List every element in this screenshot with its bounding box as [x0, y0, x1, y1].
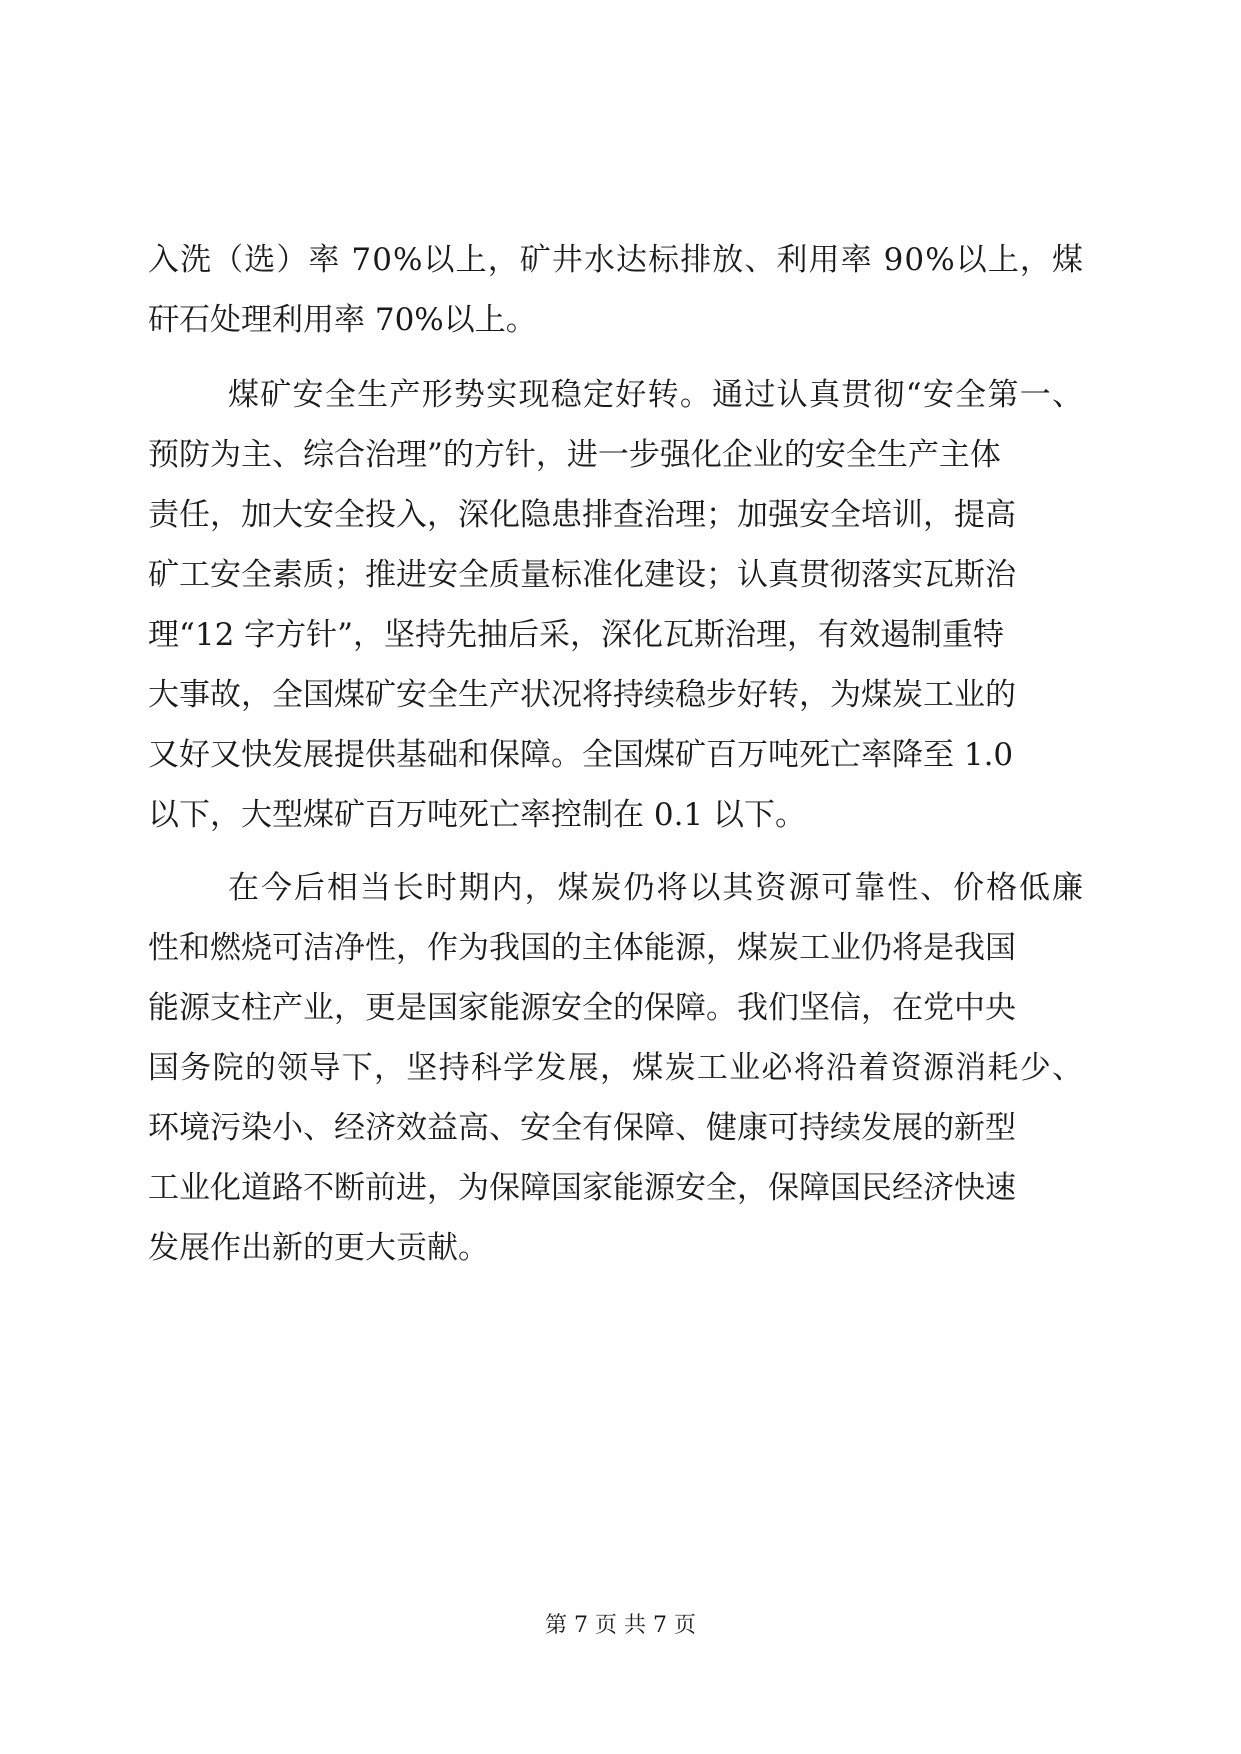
paragraph-3-line-4: 国务院的领导下，坚持科学发展，煤炭工业必将沿着资源消耗少、 — [148, 1050, 1085, 1086]
paragraph-2-line-8: 以下，大型煤矿百万吨死亡率控制在 0.1 以下。 — [148, 797, 807, 833]
paragraph-2-line-2: 预防为主、综合治理”的方针，进一步强化企业的安全生产主体 — [148, 437, 1001, 473]
paragraph-2-line-1: 煤矿安全生产形势实现稳定好转。通过认真贯彻“安全第一、 — [228, 377, 1085, 413]
paragraph-3-line-7: 发展作出新的更大贡献。 — [148, 1230, 489, 1266]
paragraph-1-line-2: 矸石处理利用率 70%以上。 — [148, 302, 537, 338]
paragraph-3-line-3: 能源支柱产业，更是国家能源安全的保障。我们坚信，在党中央 — [148, 990, 1016, 1026]
paragraph-2-line-6: 大事故，全国煤矿安全生产状况将持续稳步好转，为煤炭工业的 — [148, 677, 1016, 713]
paragraph-2-line-3: 责任，加大安全投入，深化隐患排查治理；加强安全培训，提高 — [148, 497, 1016, 533]
paragraph-3-line-6: 工业化道路不断前进，为保障国家能源安全，保障国民经济快速 — [148, 1170, 1016, 1206]
paragraph-3-line-5: 环境污染小、经济效益高、安全有保障、健康可持续发展的新型 — [148, 1110, 1016, 1146]
paragraph-3-line-2: 性和燃烧可洁净性，作为我国的主体能源，煤炭工业仍将是我国 — [148, 930, 1016, 966]
paragraph-1-line-1: 入洗（选）率 70%以上，矿井水达标排放、利用率 90%以上，煤 — [148, 242, 1085, 278]
paragraph-2-line-5: 理“12 字方针”，坚持先抽后采，深化瓦斯治理，有效遏制重特 — [148, 617, 1004, 653]
paragraph-2-line-7: 又好又快发展提供基础和保障。全国煤矿百万吨死亡率降至 1.0 — [148, 737, 1014, 773]
paragraph-2-line-4: 矿工安全素质；推进安全质量标准化建设；认真贯彻落实瓦斯治 — [148, 557, 1016, 593]
paragraph-3-line-1: 在今后相当长时期内，煤炭仍将以其资源可靠性、价格低廉 — [228, 870, 1085, 906]
page-number-footer: 第 7 页 共 7 页 — [545, 1613, 696, 1638]
